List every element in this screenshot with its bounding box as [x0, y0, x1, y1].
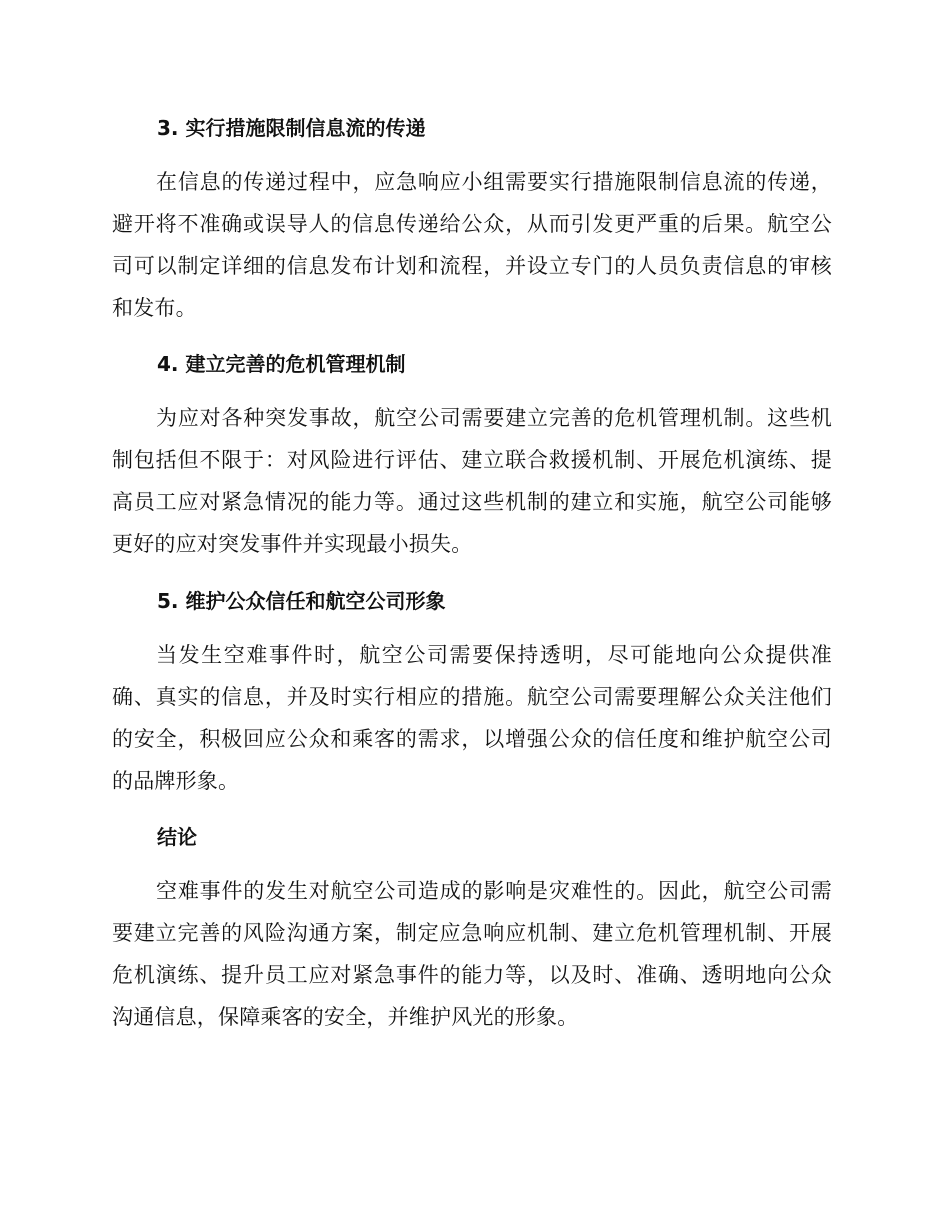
conclusion-heading: 结论 [157, 825, 197, 849]
section-paragraph-3: 在信息的传递过程中，应急响应小组需要实行措施限制信息流的传递，避开将不准确或误导人的信息传递给公众，从而引发更严重的后果。航空公司可以制定详细的信息发布计划和流程，并设立专门的人员负责信息的审核和发布。 [112, 170, 832, 320]
section-heading-5: 5. 维护公众信任和航空公司形象 [157, 589, 446, 613]
section-paragraph-4: 为应对各种突发事故，航空公司需要建立完善的危机管理机制。这些机制包括但不限于：对风险进行评估、建立联合救援机制、开展危机演练、提高员工应对紧急情况的能力等。通过这些机制的建立和实施，航空公司能够更好的应对突发事件并实现最小损失。 [112, 406, 832, 556]
conclusion-paragraph: 空难事件的发生对航空公司造成的影响是灾难性的。因此，航空公司需要建立完善的风险沟通方案，制定应急响应机制、建立危机管理机制、开展危机演练、提升员工应对紧急事件的能力等，以及时、准确、透明地向公众沟通信息，保障乘客的安全，并维护风光的形象。 [112, 879, 832, 1029]
section-paragraph-5: 当发生空难事件时，航空公司需要保持透明，尽可能地向公众提供准确、真实的信息，并及时实行相应的措施。航空公司需要理解公众关注他们的安全，积极回应公众和乘客的需求，以增强公众的信任度和维护航空公司的品牌形象。 [112, 643, 832, 793]
section-heading-3: 3. 实行措施限制信息流的传递 [157, 116, 426, 140]
section-heading-4: 4. 建立完善的危机管理机制 [157, 352, 406, 376]
